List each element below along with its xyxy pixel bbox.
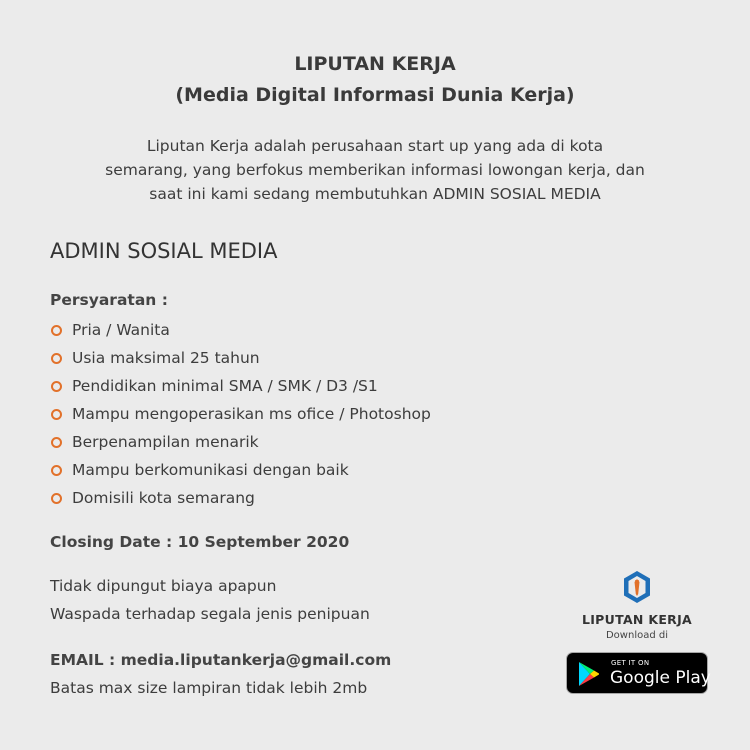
intro-line: semarang, yang berfokus memberikan informasi lowongan kerja, dan [105,161,645,179]
download-label: Download di [605,630,668,641]
list-item-text: Usia maksimal 25 tahun [72,349,260,367]
header-subtitle: (Media Digital Informasi Dunia Kerja) [175,84,575,106]
bullet-icon [51,325,62,336]
brand-block [566,570,708,641]
list-item [50,400,431,428]
list-item [50,316,431,344]
header-title: LIPUTAN KERJA [294,53,456,75]
note-line: Tidak dipungut biaya apapun [50,577,277,595]
note-line: Waspada terhadap segala jenis penipuan [50,605,370,623]
list-item [50,372,431,400]
position-title: ADMIN SOSIAL MEDIA [50,239,278,263]
store-small-label: GET IT ON [611,659,650,667]
intro-line: saat ini kami sedang membutuhkan ADMIN SOSIAL MEDIA [149,185,601,203]
list-item [50,484,431,512]
bullet-icon [51,437,62,448]
list-item-text: Pria / Wanita [72,321,170,339]
bullet-icon [51,409,62,420]
list-item-text: Pendidikan minimal SMA / SMK / D3 /S1 [72,377,378,395]
liputan-kerja-logo-icon [622,570,652,604]
list-item-text: Berpenampilan menarik [72,433,259,451]
intro-line: Liputan Kerja adalah perusahaan start up yang ada di kota [146,137,604,155]
brand-name: LIPUTAN KERJA [581,612,693,627]
list-item-text: Mampu berkomunikasi dengan baik [72,461,349,479]
list-item [50,428,431,456]
bullet-icon [51,493,62,504]
notes [50,572,370,628]
list-item [50,344,431,372]
intro-paragraph [60,134,690,206]
closing-date: Closing Date : 10 September 2020 [50,533,350,551]
store-name-label: Google Play [610,668,711,688]
requirements-list [50,316,431,512]
email-contact: EMAIL : media.liputankerja@gmail.com [50,651,392,669]
requirements-heading: Persyaratan : [50,291,168,309]
list-item-text: Domisili kota semarang [72,489,255,507]
bullet-icon [51,353,62,364]
list-item-text: Mampu mengoperasikan ms ofice / Photoshop [72,405,431,423]
list-item [50,456,431,484]
bullet-icon [51,465,62,476]
google-play-icon [576,661,602,687]
attachment-note: Batas max size lampiran tidak lebih 2mb [50,679,368,697]
bullet-icon [51,381,62,392]
google-play-badge[interactable] [566,652,711,694]
